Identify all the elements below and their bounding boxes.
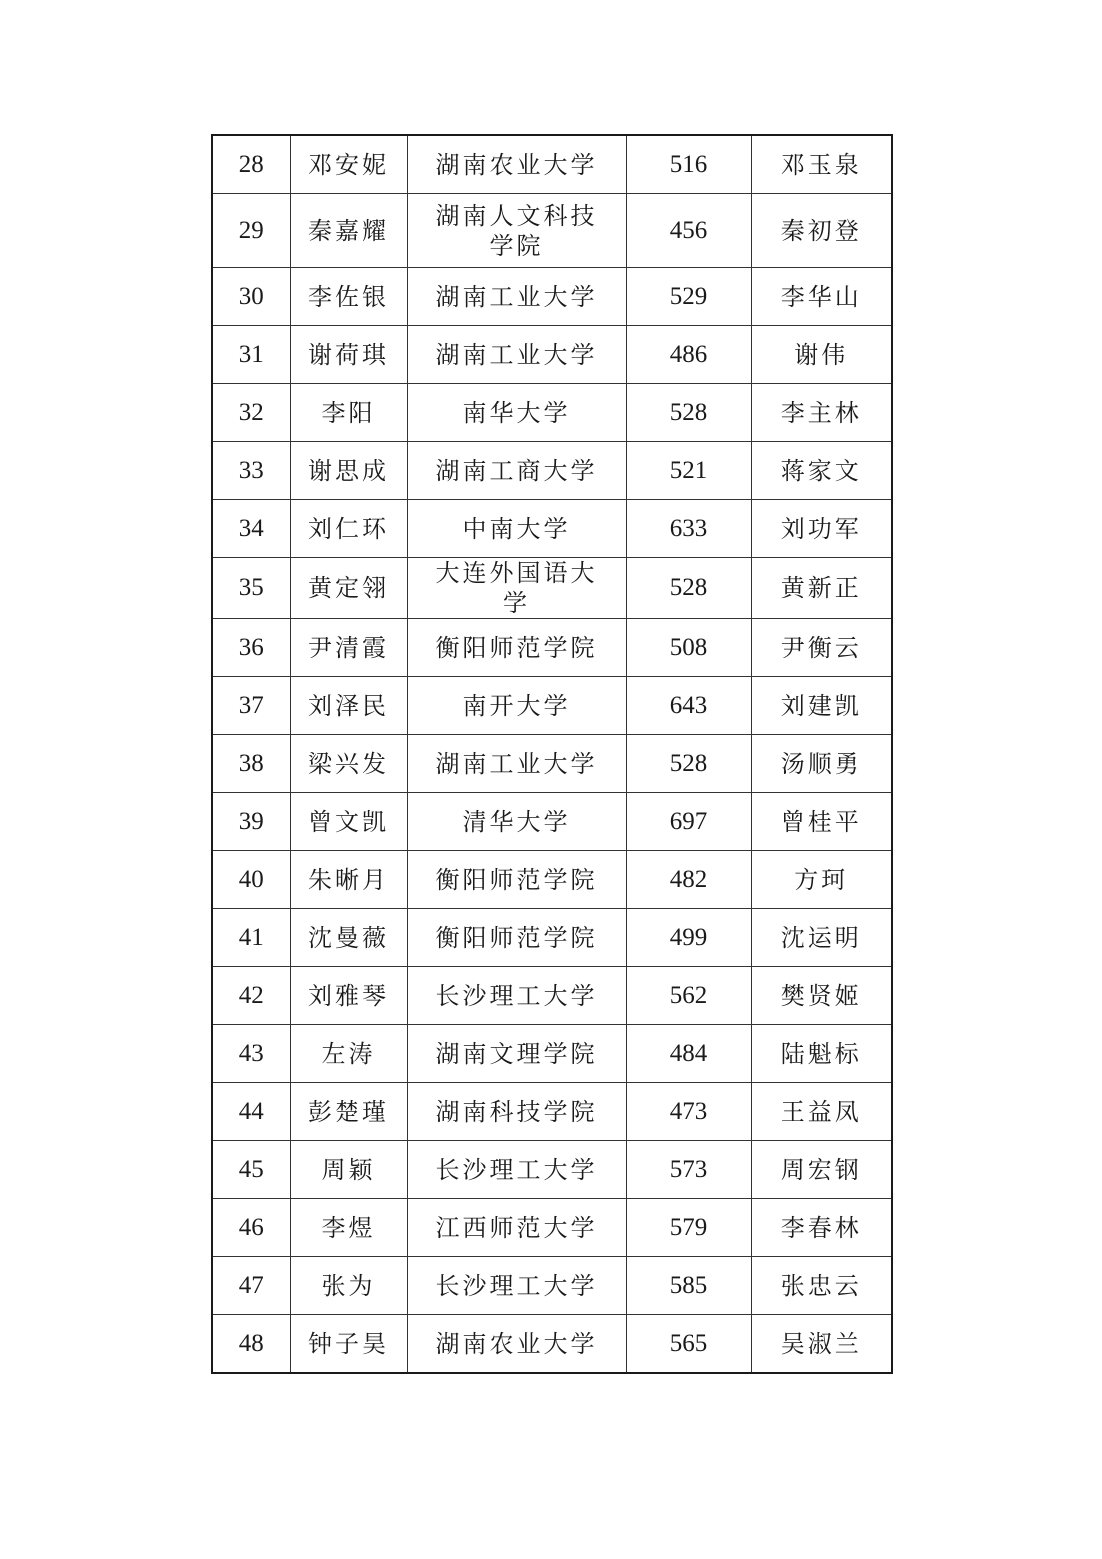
exam-score: 585 bbox=[626, 1257, 751, 1315]
student-name: 沈曼薇 bbox=[290, 909, 407, 967]
guardian-name: 刘建凯 bbox=[751, 677, 892, 735]
university-name: 长沙理工大学 bbox=[407, 1141, 626, 1199]
guardian-name: 陆魁标 bbox=[751, 1025, 892, 1083]
guardian-name: 刘功军 bbox=[751, 500, 892, 558]
exam-score: 508 bbox=[626, 619, 751, 677]
exam-score: 573 bbox=[626, 1141, 751, 1199]
table-row bbox=[212, 1199, 892, 1257]
guardian-name: 樊贤姬 bbox=[751, 967, 892, 1025]
guardian-name: 方珂 bbox=[751, 851, 892, 909]
table-row bbox=[212, 135, 892, 194]
row-number: 30 bbox=[212, 268, 290, 326]
exam-score: 456 bbox=[626, 194, 751, 268]
table-row bbox=[212, 677, 892, 735]
university-name: 江西师范大学 bbox=[407, 1199, 626, 1257]
guardian-name: 尹衡云 bbox=[751, 619, 892, 677]
student-name: 李佐银 bbox=[290, 268, 407, 326]
table-row bbox=[212, 194, 892, 268]
student-name: 李阳 bbox=[290, 384, 407, 442]
table-row bbox=[212, 1141, 892, 1199]
student-table bbox=[211, 134, 893, 1374]
student-name: 周颖 bbox=[290, 1141, 407, 1199]
university-name: 湖南人文科技学院 bbox=[407, 194, 626, 268]
guardian-name: 邓玉泉 bbox=[751, 135, 892, 194]
row-number: 46 bbox=[212, 1199, 290, 1257]
row-number: 32 bbox=[212, 384, 290, 442]
table-row bbox=[212, 793, 892, 851]
exam-score: 516 bbox=[626, 135, 751, 194]
university-name: 衡阳师范学院 bbox=[407, 909, 626, 967]
exam-score: 486 bbox=[626, 326, 751, 384]
table-row bbox=[212, 268, 892, 326]
row-number: 43 bbox=[212, 1025, 290, 1083]
table-row bbox=[212, 1315, 892, 1374]
university-name: 湖南工业大学 bbox=[407, 326, 626, 384]
row-number: 40 bbox=[212, 851, 290, 909]
exam-score: 528 bbox=[626, 558, 751, 619]
student-name: 曾文凯 bbox=[290, 793, 407, 851]
university-name: 南华大学 bbox=[407, 384, 626, 442]
guardian-name: 汤顺勇 bbox=[751, 735, 892, 793]
university-name: 湖南科技学院 bbox=[407, 1083, 626, 1141]
university-name: 湖南工业大学 bbox=[407, 268, 626, 326]
table-body bbox=[212, 135, 892, 1373]
exam-score: 529 bbox=[626, 268, 751, 326]
guardian-name: 王益凤 bbox=[751, 1083, 892, 1141]
table-row bbox=[212, 1025, 892, 1083]
exam-score: 521 bbox=[626, 442, 751, 500]
student-name: 谢荷琪 bbox=[290, 326, 407, 384]
row-number: 37 bbox=[212, 677, 290, 735]
guardian-name: 李主林 bbox=[751, 384, 892, 442]
student-name: 邓安妮 bbox=[290, 135, 407, 194]
table-row bbox=[212, 1257, 892, 1315]
exam-score: 482 bbox=[626, 851, 751, 909]
table-row bbox=[212, 619, 892, 677]
table-row bbox=[212, 326, 892, 384]
table-row bbox=[212, 558, 892, 619]
guardian-name: 周宏钢 bbox=[751, 1141, 892, 1199]
exam-score: 643 bbox=[626, 677, 751, 735]
university-name: 湖南文理学院 bbox=[407, 1025, 626, 1083]
row-number: 42 bbox=[212, 967, 290, 1025]
row-number: 38 bbox=[212, 735, 290, 793]
table-row bbox=[212, 909, 892, 967]
table-row bbox=[212, 851, 892, 909]
student-name: 黄定翎 bbox=[290, 558, 407, 619]
university-name: 衡阳师范学院 bbox=[407, 851, 626, 909]
university-name: 湖南工业大学 bbox=[407, 735, 626, 793]
student-name: 刘雅琴 bbox=[290, 967, 407, 1025]
exam-score: 528 bbox=[626, 384, 751, 442]
guardian-name: 秦初登 bbox=[751, 194, 892, 268]
university-name: 中南大学 bbox=[407, 500, 626, 558]
exam-score: 562 bbox=[626, 967, 751, 1025]
row-number: 35 bbox=[212, 558, 290, 619]
student-name: 左涛 bbox=[290, 1025, 407, 1083]
row-number: 33 bbox=[212, 442, 290, 500]
guardian-name: 沈运明 bbox=[751, 909, 892, 967]
row-number: 28 bbox=[212, 135, 290, 194]
table-row bbox=[212, 1083, 892, 1141]
university-name: 衡阳师范学院 bbox=[407, 619, 626, 677]
guardian-name: 张忠云 bbox=[751, 1257, 892, 1315]
university-name: 长沙理工大学 bbox=[407, 1257, 626, 1315]
university-name: 湖南农业大学 bbox=[407, 135, 626, 194]
row-number: 29 bbox=[212, 194, 290, 268]
student-name: 谢思成 bbox=[290, 442, 407, 500]
exam-score: 697 bbox=[626, 793, 751, 851]
table-row bbox=[212, 500, 892, 558]
student-name: 张为 bbox=[290, 1257, 407, 1315]
university-name: 湖南工商大学 bbox=[407, 442, 626, 500]
row-number: 36 bbox=[212, 619, 290, 677]
row-number: 41 bbox=[212, 909, 290, 967]
row-number: 45 bbox=[212, 1141, 290, 1199]
guardian-name: 李春林 bbox=[751, 1199, 892, 1257]
table-row bbox=[212, 384, 892, 442]
guardian-name: 李华山 bbox=[751, 268, 892, 326]
row-number: 31 bbox=[212, 326, 290, 384]
university-name: 大连外国语大学 bbox=[407, 558, 626, 619]
row-number: 34 bbox=[212, 500, 290, 558]
row-number: 48 bbox=[212, 1315, 290, 1374]
table-row bbox=[212, 442, 892, 500]
university-name: 湖南农业大学 bbox=[407, 1315, 626, 1374]
exam-score: 528 bbox=[626, 735, 751, 793]
guardian-name: 黄新正 bbox=[751, 558, 892, 619]
exam-score: 484 bbox=[626, 1025, 751, 1083]
table-row bbox=[212, 967, 892, 1025]
student-name: 刘仁环 bbox=[290, 500, 407, 558]
university-name: 长沙理工大学 bbox=[407, 967, 626, 1025]
exam-score: 579 bbox=[626, 1199, 751, 1257]
student-name: 钟子昊 bbox=[290, 1315, 407, 1374]
row-number: 47 bbox=[212, 1257, 290, 1315]
student-name: 尹清霞 bbox=[290, 619, 407, 677]
university-name: 清华大学 bbox=[407, 793, 626, 851]
student-name: 李煜 bbox=[290, 1199, 407, 1257]
table-row bbox=[212, 735, 892, 793]
student-name: 秦嘉耀 bbox=[290, 194, 407, 268]
guardian-name: 曾桂平 bbox=[751, 793, 892, 851]
exam-score: 565 bbox=[626, 1315, 751, 1374]
row-number: 39 bbox=[212, 793, 290, 851]
exam-score: 473 bbox=[626, 1083, 751, 1141]
student-name: 刘泽民 bbox=[290, 677, 407, 735]
student-name: 梁兴发 bbox=[290, 735, 407, 793]
student-name: 彭楚瑾 bbox=[290, 1083, 407, 1141]
guardian-name: 吴淑兰 bbox=[751, 1315, 892, 1374]
row-number: 44 bbox=[212, 1083, 290, 1141]
exam-score: 499 bbox=[626, 909, 751, 967]
guardian-name: 谢伟 bbox=[751, 326, 892, 384]
student-name: 朱晰月 bbox=[290, 851, 407, 909]
guardian-name: 蒋家文 bbox=[751, 442, 892, 500]
university-name: 南开大学 bbox=[407, 677, 626, 735]
exam-score: 633 bbox=[626, 500, 751, 558]
